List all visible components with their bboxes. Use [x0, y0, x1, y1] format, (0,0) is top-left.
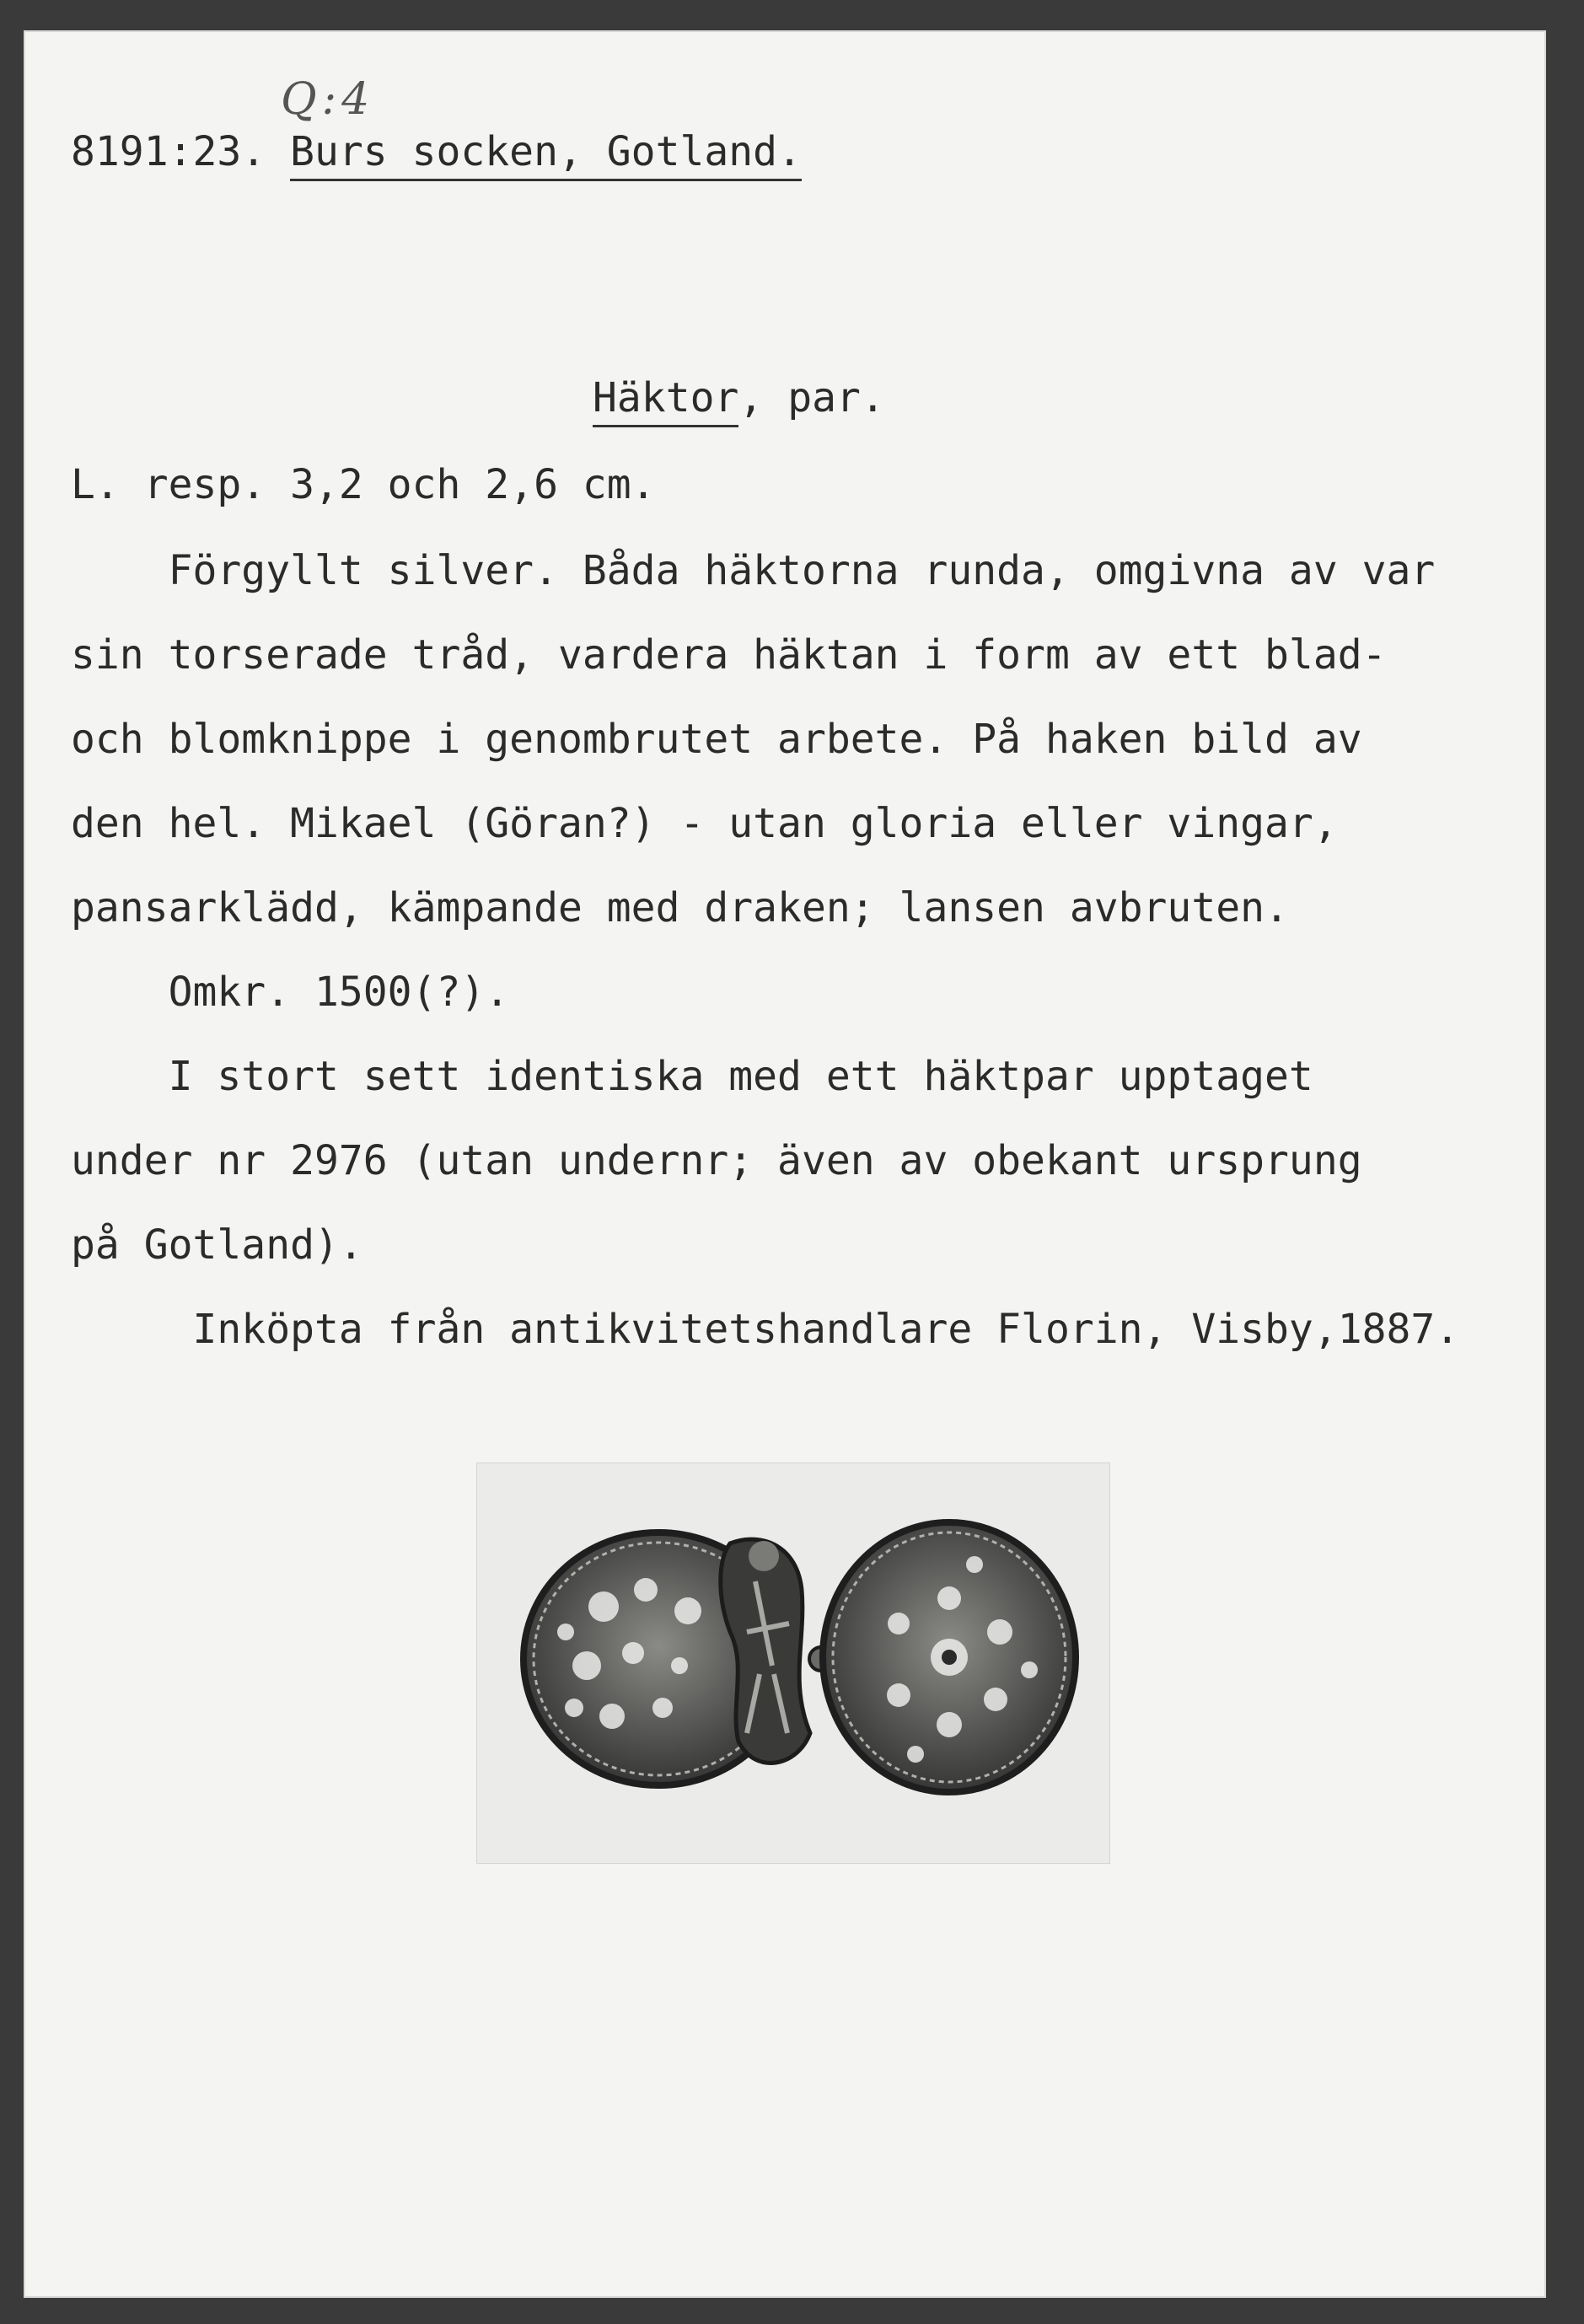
description-line: pansarklädd, kämpande med draken; lansen avbruten.: [71, 884, 1289, 931]
description-line: den hel. Mikael (Göran?) - utan gloria eller vingar,: [71, 800, 1338, 847]
comparison-line: under nr 2976 (utan undernr; även av obekant ursprung: [71, 1137, 1362, 1184]
acquisition-line: Inköpta från antikvitetshandlare Florin, Visby,1887.: [71, 1306, 1460, 1353]
object-title: [593, 374, 885, 421]
right-clasp: [823, 1522, 1076, 1792]
clasp-illustration: [477, 1463, 1109, 1863]
hook-figure: [721, 1539, 833, 1763]
date-line: Omkr. 1500(?).: [71, 969, 510, 1016]
title-rest: , par.: [738, 374, 885, 421]
clasp-photograph: [477, 1463, 1109, 1863]
place-name: Burs socken, Gotland.: [290, 128, 802, 181]
description-line: och blomknippe i genombrutet arbete. På haken bild av: [71, 716, 1362, 763]
measurements: L. resp. 3,2 och 2,6 cm.: [71, 461, 656, 508]
handwritten-mark: Q:4: [281, 74, 375, 125]
comparison-line: på Gotland).: [71, 1221, 363, 1269]
catalog-number: 8191:23.: [71, 128, 266, 175]
title-word: Häktor: [593, 374, 738, 427]
description-line: sin torserade tråd, vardera häktan i form av ett blad-: [71, 631, 1387, 679]
description-line: Förgyllt silver. Båda häktorna runda, omgivna av var: [71, 547, 1436, 594]
catalog-card: [24, 30, 1546, 2298]
header-line: [71, 128, 802, 175]
comparison-line: I stort sett identiska med ett häktpar upptaget: [71, 1053, 1313, 1100]
